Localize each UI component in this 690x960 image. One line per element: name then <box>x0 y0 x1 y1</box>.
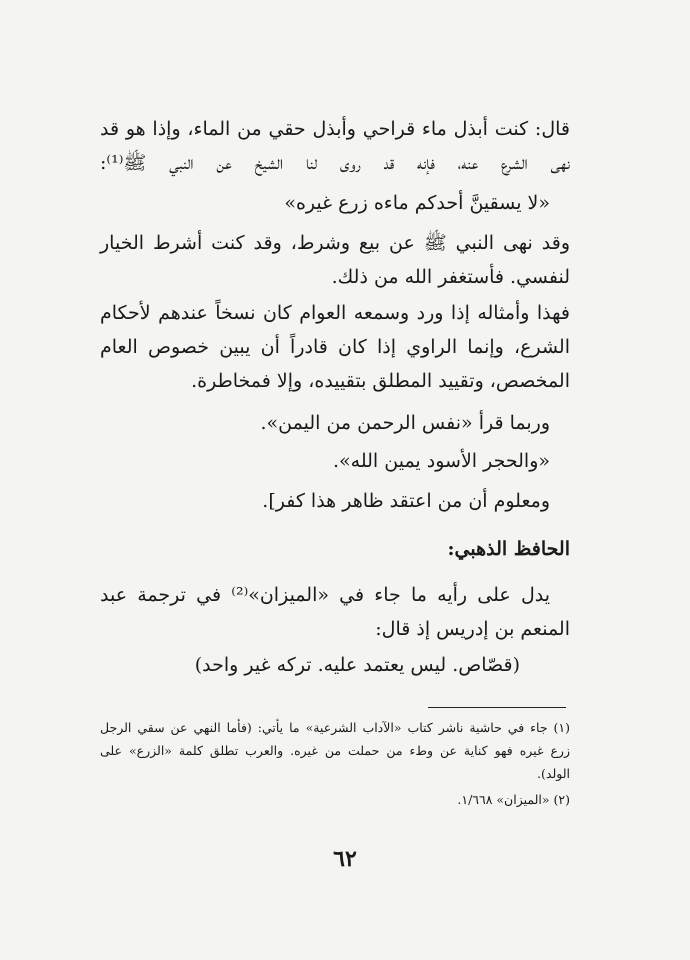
text-line: فهذا وأمثاله إذا ورد وسمعه العوام كان نسخاً عندهم لأحكام <box>100 302 570 324</box>
text-line: وربما قرأ «نفس الرحمن من اليمن». <box>260 412 550 434</box>
footnote-divider <box>428 707 566 708</box>
paragraph-4 <box>100 406 570 440</box>
text-line: وقد نهى النبي ﷺ عن بيع وشرط، وقد كنت أشرط الخيار <box>100 232 570 254</box>
footnote-line: (٢) «الميزان» ١/٦٦٨. <box>457 792 570 807</box>
text-line: «والحجر الأسود يمين الله». <box>333 450 550 472</box>
paragraph-1 <box>100 112 570 180</box>
hadith-quote <box>100 186 570 220</box>
heading-text: الحافظ الذهبي: <box>447 538 570 560</box>
footnote-1 <box>100 716 570 785</box>
paragraph-5 <box>100 444 570 478</box>
page-number: ٦٢ <box>333 846 357 872</box>
footnote-line: الولد). <box>537 766 570 781</box>
paragraph-8 <box>100 648 570 682</box>
section-heading <box>100 532 570 566</box>
paragraph-6 <box>100 484 570 518</box>
footnote-line: (١) جاء في حاشية ناشر كتاب «الآداب الشرعية» ما يأتي: (فأما النهي عن سقي الرجل <box>100 720 570 735</box>
footnote-2 <box>100 788 570 811</box>
text-line: «لا يسقينَّ أحدكم ماءه زرع غيره» <box>284 192 550 214</box>
paragraph-7 <box>100 578 570 646</box>
footnote-line: زرع غيره فهو كناية عن وطء من حملت من غيره. والعرب تطلق كلمة «الزرع» على <box>100 743 570 758</box>
text-line: لنفسي. فأستغفر الله من ذلك. <box>331 266 570 288</box>
text-line: (قصّاص. ليس يعتمد عليه. تركه غير واحد) <box>194 654 520 676</box>
text-line: المنعم بن إدريس إذ قال: <box>375 618 570 640</box>
text-line: المخصص، وتقييد المطلق بتقييده، وإلا فمخاطرة. <box>191 370 570 392</box>
paragraph-3 <box>100 296 570 398</box>
text-line: يدل على رأيه ما جاء في «الميزان»⁽²⁾ في ترجمة عبد <box>100 584 551 606</box>
text-line: نهى الشرع عنه، فإنه قد روى لنا الشيخ عن النبي ﷺ⁽¹⁾: <box>100 152 570 174</box>
text-line: قال: كنت أبذل ماء قراحي وأبذل حقي من الماء، وإذا هو قد <box>100 118 570 140</box>
text-line: الشرع، وإنما الراوي إذا كان قادراً أن يبين خصوص العام <box>100 336 570 358</box>
paragraph-2 <box>100 226 570 294</box>
text-line: ومعلوم أن من اعتقد ظاهر هذا كفر]. <box>262 490 550 512</box>
